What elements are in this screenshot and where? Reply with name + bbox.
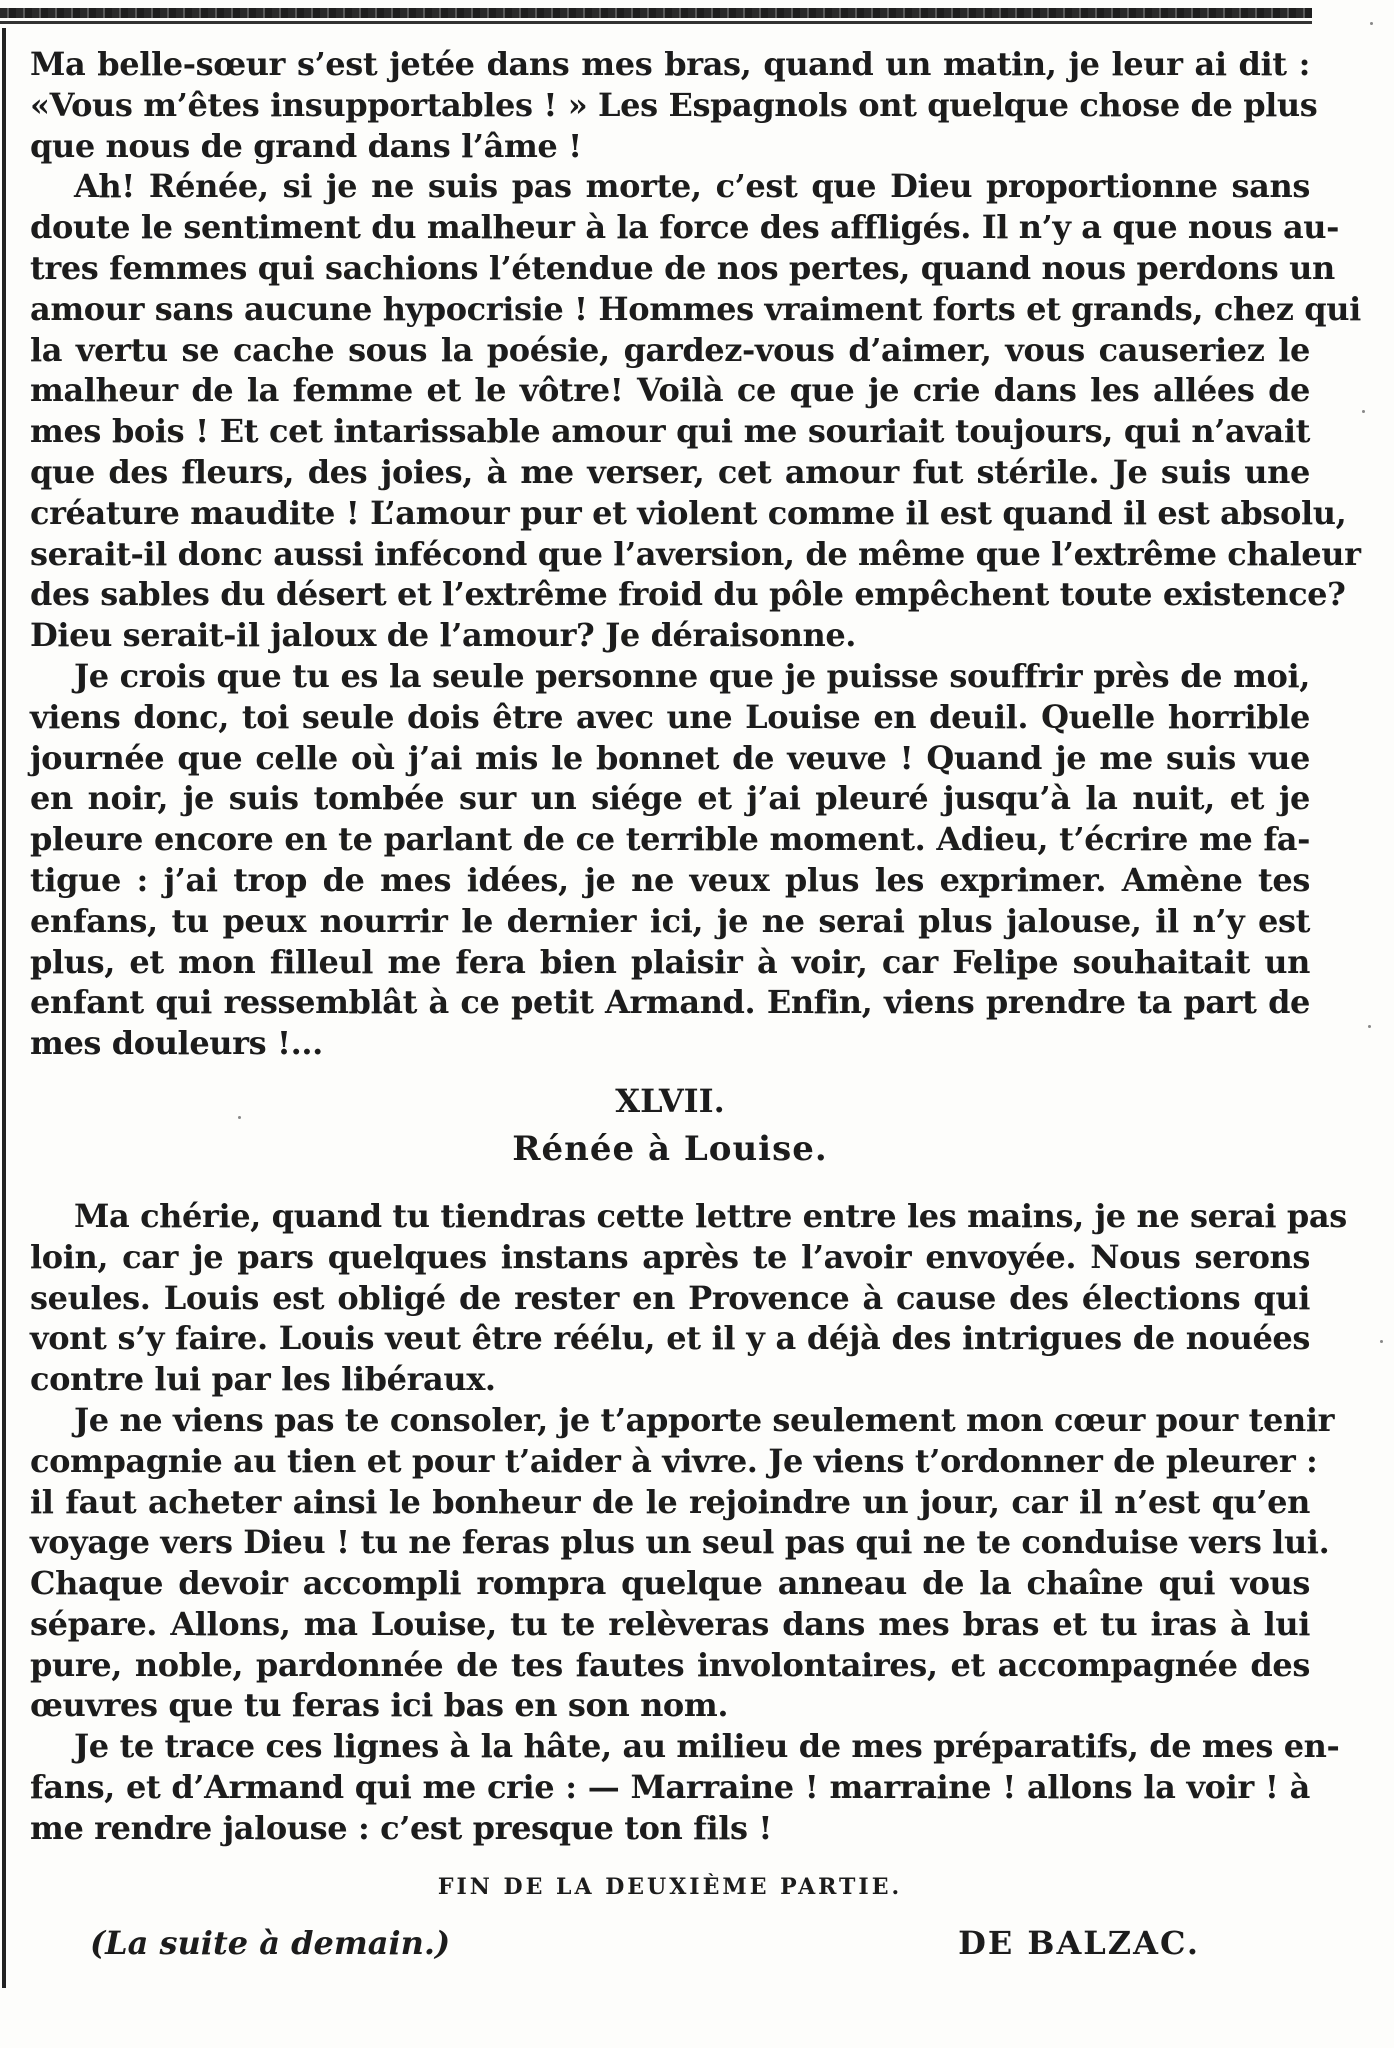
text-line: pleure encore en te parlant de ce terrible moment. Adieu, t’écrire me fa- (30, 820, 1310, 859)
text-line: doute le sentiment du malheur à la force des affligés. Il n’y a que nous au- (30, 208, 1340, 247)
text-line: loin, car je pars quelques instans après te l’avoir envoyée. Nous serons (30, 1237, 1310, 1276)
text-line: enfans, tu peux nourrir le dernier ici, je ne serai plus jalouse, il n’y est (30, 901, 1310, 940)
text-line: mes bois ! Et cet intarissable amour qui me souriait toujours, qui n’avait (30, 412, 1310, 451)
text-line: que des fleurs, des joies, à me verser, cet amour fut stérile. Je suis une (30, 452, 1310, 491)
text-line: œuvres que tu feras ici bas en son nom. (30, 1686, 729, 1725)
text-line: tigue : j’ai trop de mes idées, je ne veux plus les exprimer. Amène tes (30, 860, 1310, 899)
text-line: amour sans aucune hypocrisie ! Hommes vraiment forts et grands, chez qui (30, 289, 1361, 328)
text-line: compagnie au tien et pour t’aider à vivre. Je viens t’ordonner de pleurer : (30, 1441, 1318, 1480)
print-speck (1380, 1340, 1383, 1343)
text-line: créature maudite ! L’amour pur et violent comme il est quand il est absolu, (30, 493, 1347, 532)
chapter-title: Rénée à Louise. (512, 1128, 828, 1169)
text-line: contre lui par les libéraux. (30, 1360, 496, 1399)
text-line: Dieu serait-il jaloux de l’amour? Je déraisonne. (30, 616, 857, 655)
text-line: il faut acheter ainsi le bonheur de le rejoindre un jour, car il n’est qu’en (30, 1482, 1310, 1521)
print-speck (1368, 1025, 1371, 1028)
text-line: Je crois que tu es la seule personne que je puisse souffrir près de moi, (74, 656, 1310, 695)
text-line: Chaque devoir accompli rompra quelque anneau de la chaîne qui vous (30, 1564, 1310, 1603)
text-line: Ah! Rénée, si je ne suis pas morte, c’est que Dieu proportionne sans (74, 167, 1310, 206)
text-line: des sables du désert et l’extrême froid du pôle empêchent toute existence? (30, 575, 1346, 614)
text-column (30, 44, 1361, 1971)
text-line: malheur de la femme et le vôtre! Voilà ce que je crie dans les allées de (30, 371, 1310, 410)
paragraph-6 (30, 1726, 1340, 1848)
text-line: en noir, je suis tombée sur un siége et j’ai pleuré jusqu’à la nuit, et je (30, 779, 1310, 818)
text-line: tres femmes qui sachions l’étendue de nos pertes, quand nous perdons un (30, 248, 1335, 287)
signature-row (30, 1915, 1310, 1971)
paragraph-2 (30, 166, 1361, 656)
text-line: enfant qui ressemblât à ce petit Armand. Enfin, viens prendre ta part de (30, 983, 1310, 1022)
chapter-number: XLVII. (615, 1081, 725, 1120)
continued-notice: (La suite à demain.) (90, 1923, 451, 1962)
print-speck (1370, 22, 1373, 25)
print-speck (1362, 410, 1365, 413)
text-line: journée que celle où j’ai mis le bonnet de veuve ! Quand je me suis vue (30, 738, 1310, 777)
paragraph-4 (30, 1196, 1347, 1400)
top-border-rule (0, 8, 1312, 18)
text-line: sépare. Allons, ma Louise, tu te relèveras dans mes bras et tu iras à lui (30, 1604, 1310, 1643)
text-line: me rendre jalouse : c’est presque ton fils ! (30, 1808, 773, 1847)
paragraph-3 (30, 656, 1310, 1064)
text-line: Je ne viens pas te consoler, je t’apporte seulement mon cœur pour tenir (74, 1400, 1335, 1439)
text-line: «Vous m’êtes insupportables ! » Les Espagnols ont quelque chose de plus (30, 85, 1318, 124)
end-of-part-notice: FIN DE LA DEUXIÈME PARTIE. (437, 1873, 903, 1900)
text-line: seules. Louis est obligé de rester en Provence à cause des élections qui (30, 1278, 1310, 1317)
paragraph-1 (30, 44, 1318, 166)
text-line: Je te trace ces lignes à la hâte, au milieu de mes préparatifs, de mes en- (74, 1727, 1340, 1766)
text-line: mes douleurs !... (30, 1024, 323, 1063)
text-line: vont s’y faire. Louis veut être réélu, et il y a déjà des intrigues de nouées (30, 1319, 1310, 1358)
print-speck (238, 1116, 241, 1119)
text-line: Ma chérie, quand tu tiendras cette lettre entre les mains, je ne serai pas (74, 1196, 1347, 1235)
text-line: plus, et mon filleul me fera bien plaisir à voir, car Felipe souhaitait un (30, 942, 1310, 981)
text-line: viens donc, toi seule dois être avec une Louise en deuil. Quelle horrible (30, 697, 1310, 736)
text-line: pure, noble, pardonnée de tes fautes involontaires, et accompagnée des (30, 1645, 1310, 1684)
text-line: serait-il donc aussi infécond que l’aversion, de même que l’extrême chaleur (30, 534, 1361, 573)
paragraph-5 (30, 1400, 1335, 1726)
text-line: la vertu se cache sous la poésie, gardez-vous d’aimer, vous causeriez le (30, 330, 1310, 369)
text-line: voyage vers Dieu ! tu ne feras plus un seul pas qui ne te conduise vers lui. (30, 1523, 1330, 1562)
text-line: Ma belle-sœur s’est jetée dans mes bras, quand un matin, je leur ai dit : (30, 45, 1310, 83)
top-border-thin-rule (0, 21, 1312, 24)
author-signature: DE BALZAC. (958, 1923, 1200, 1962)
text-line: que nous de grand dans l’âme ! (30, 126, 582, 165)
text-line: fans, et d’Armand qui me crie : — Marraine ! marraine ! allons la voir ! à (30, 1768, 1310, 1807)
column-left-rule (2, 28, 6, 1988)
